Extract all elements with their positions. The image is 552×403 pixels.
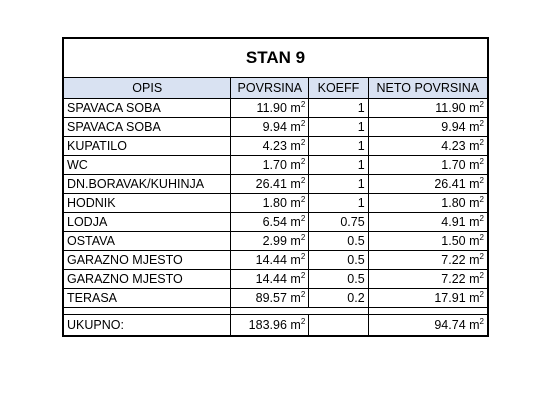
cell-opis: OSTAVA	[63, 232, 231, 251]
unit-exponent: 2	[479, 176, 484, 185]
cell-koeff: 0.75	[309, 213, 368, 232]
cell-povrsina	[231, 99, 309, 118]
spacer-cell	[309, 308, 368, 315]
header-koeff: KOEFF	[309, 78, 368, 99]
table-row	[63, 213, 488, 232]
header-opis: OPIS	[63, 78, 231, 99]
unit-exponent: 2	[479, 252, 484, 261]
cell-opis: WC	[63, 156, 231, 175]
table-row	[63, 251, 488, 270]
unit-label: m	[469, 177, 480, 191]
table-row	[63, 194, 488, 213]
unit-exponent: 2	[300, 195, 306, 204]
cell-povrsina	[231, 213, 309, 232]
area-value: 11.90	[435, 101, 466, 115]
total-row	[63, 315, 488, 337]
cell-povrsina	[231, 137, 309, 156]
table-row	[63, 118, 488, 137]
area-value: 1.70	[441, 158, 466, 172]
spacer-cell	[368, 308, 488, 315]
cell-povrsina	[231, 270, 309, 289]
unit-label: m	[290, 253, 301, 267]
unit-exponent: 2	[300, 233, 306, 242]
unit-exponent: 2	[479, 233, 484, 242]
cell-koeff: 1	[309, 99, 368, 118]
cell-koeff: 0.5	[309, 251, 368, 270]
area-value: 1.80	[441, 196, 466, 210]
unit-label: m	[469, 101, 480, 115]
unit-exponent: 2	[479, 317, 484, 326]
cell-neto	[368, 232, 488, 251]
area-value: 9.94	[441, 120, 466, 134]
cell-opis: GARAZNO MJESTO	[63, 251, 231, 270]
spacer-cell	[63, 308, 231, 315]
unit-label: m	[290, 291, 301, 305]
area-value: 183.96	[248, 318, 287, 332]
unit-label: m	[290, 120, 301, 134]
total-label: UKUPNO:	[63, 315, 231, 337]
cell-opis: SPAVACA SOBA	[63, 99, 231, 118]
table-title: STAN 9	[63, 38, 488, 78]
cell-koeff: 1	[309, 137, 368, 156]
cell-opis: SPAVACA SOBA	[63, 118, 231, 137]
unit-exponent: 2	[300, 176, 306, 185]
cell-povrsina	[231, 156, 309, 175]
area-value: 14.44	[255, 272, 287, 286]
table-row	[63, 175, 488, 194]
cell-neto	[368, 137, 488, 156]
unit-exponent: 2	[300, 138, 306, 147]
unit-exponent: 2	[479, 100, 484, 109]
header-neto-povrsina: NETO POVRSINA	[368, 78, 488, 99]
table-row	[63, 156, 488, 175]
area-value: 2.99	[262, 234, 287, 248]
cell-povrsina	[231, 194, 309, 213]
cell-opis: GARAZNO MJESTO	[63, 270, 231, 289]
table-row	[63, 137, 488, 156]
area-value: 89.57	[255, 291, 287, 305]
area-value: 17.91	[434, 291, 466, 305]
spacer-cell	[231, 308, 309, 315]
area-table	[62, 37, 489, 337]
area-value: 6.54	[262, 215, 287, 229]
unit-label: m	[290, 177, 301, 191]
unit-exponent: 2	[300, 100, 306, 109]
cell-koeff: 1	[309, 118, 368, 137]
cell-opis: KUPATILO	[63, 137, 231, 156]
table-row	[63, 99, 488, 118]
unit-label: m	[290, 272, 301, 286]
unit-label: m	[290, 158, 301, 172]
total-koeff-empty	[309, 315, 368, 337]
area-table-sheet	[62, 37, 489, 337]
total-povrsina	[231, 315, 309, 337]
cell-koeff: 1	[309, 175, 368, 194]
spacer-row	[63, 308, 488, 315]
header-row	[63, 78, 488, 99]
area-value: 4.23	[441, 139, 466, 153]
cell-koeff: 0.5	[309, 232, 368, 251]
area-value: 14.44	[255, 253, 287, 267]
cell-neto	[368, 194, 488, 213]
unit-label: m	[469, 196, 480, 210]
unit-label: m	[469, 158, 480, 172]
table-row	[63, 232, 488, 251]
area-value: 11.90	[256, 101, 287, 115]
area-value: 94.74	[434, 318, 466, 332]
cell-neto	[368, 251, 488, 270]
unit-exponent: 2	[300, 271, 306, 280]
cell-neto	[368, 270, 488, 289]
cell-opis: DN.BORAVAK/KUHINJA	[63, 175, 231, 194]
area-value: 1.70	[262, 158, 287, 172]
cell-neto	[368, 118, 488, 137]
unit-label: m	[469, 253, 480, 267]
unit-label: m	[290, 215, 301, 229]
unit-exponent: 2	[479, 157, 484, 166]
unit-label: m	[290, 234, 301, 248]
table-row	[63, 289, 488, 308]
area-value: 26.41	[255, 177, 287, 191]
cell-povrsina	[231, 251, 309, 270]
unit-exponent: 2	[300, 157, 306, 166]
header-povrsina: POVRSINA	[231, 78, 309, 99]
cell-neto	[368, 99, 488, 118]
cell-neto	[368, 175, 488, 194]
area-value: 7.22	[441, 253, 466, 267]
cell-koeff: 0.2	[309, 289, 368, 308]
cell-neto	[368, 289, 488, 308]
unit-label: m	[469, 318, 480, 332]
cell-povrsina	[231, 118, 309, 137]
cell-koeff: 1	[309, 156, 368, 175]
unit-exponent: 2	[300, 290, 306, 299]
unit-exponent: 2	[479, 290, 484, 299]
cell-opis: HODNIK	[63, 194, 231, 213]
cell-povrsina	[231, 289, 309, 308]
title-row	[63, 38, 488, 78]
unit-label: m	[290, 196, 301, 210]
area-value: 7.22	[441, 272, 466, 286]
cell-koeff: 1	[309, 194, 368, 213]
cell-neto	[368, 156, 488, 175]
unit-label: m	[469, 139, 480, 153]
unit-exponent: 2	[479, 138, 484, 147]
cell-koeff: 0.5	[309, 270, 368, 289]
unit-exponent: 2	[479, 195, 484, 204]
unit-label: m	[469, 291, 480, 305]
unit-exponent: 2	[300, 119, 306, 128]
unit-exponent: 2	[479, 119, 484, 128]
area-value: 26.41	[434, 177, 466, 191]
unit-exponent: 2	[479, 271, 484, 280]
unit-exponent: 2	[479, 214, 484, 223]
cell-povrsina	[231, 232, 309, 251]
unit-label: m	[290, 318, 301, 332]
unit-exponent: 2	[300, 317, 306, 326]
unit-label: m	[469, 234, 480, 248]
table-row	[63, 270, 488, 289]
unit-label: m	[290, 139, 301, 153]
cell-povrsina	[231, 175, 309, 194]
cell-neto	[368, 213, 488, 232]
area-value: 1.50	[441, 234, 466, 248]
cell-opis: TERASA	[63, 289, 231, 308]
unit-label: m	[469, 215, 480, 229]
area-value: 4.23	[262, 139, 287, 153]
unit-label: m	[469, 120, 480, 134]
cell-opis: LODJA	[63, 213, 231, 232]
total-neto	[368, 315, 488, 337]
unit-exponent: 2	[300, 252, 306, 261]
unit-label: m	[469, 272, 480, 286]
unit-label: m	[290, 101, 301, 115]
area-value: 1.80	[262, 196, 287, 210]
unit-exponent: 2	[300, 214, 306, 223]
area-value: 4.91	[441, 215, 466, 229]
area-value: 9.94	[262, 120, 287, 134]
